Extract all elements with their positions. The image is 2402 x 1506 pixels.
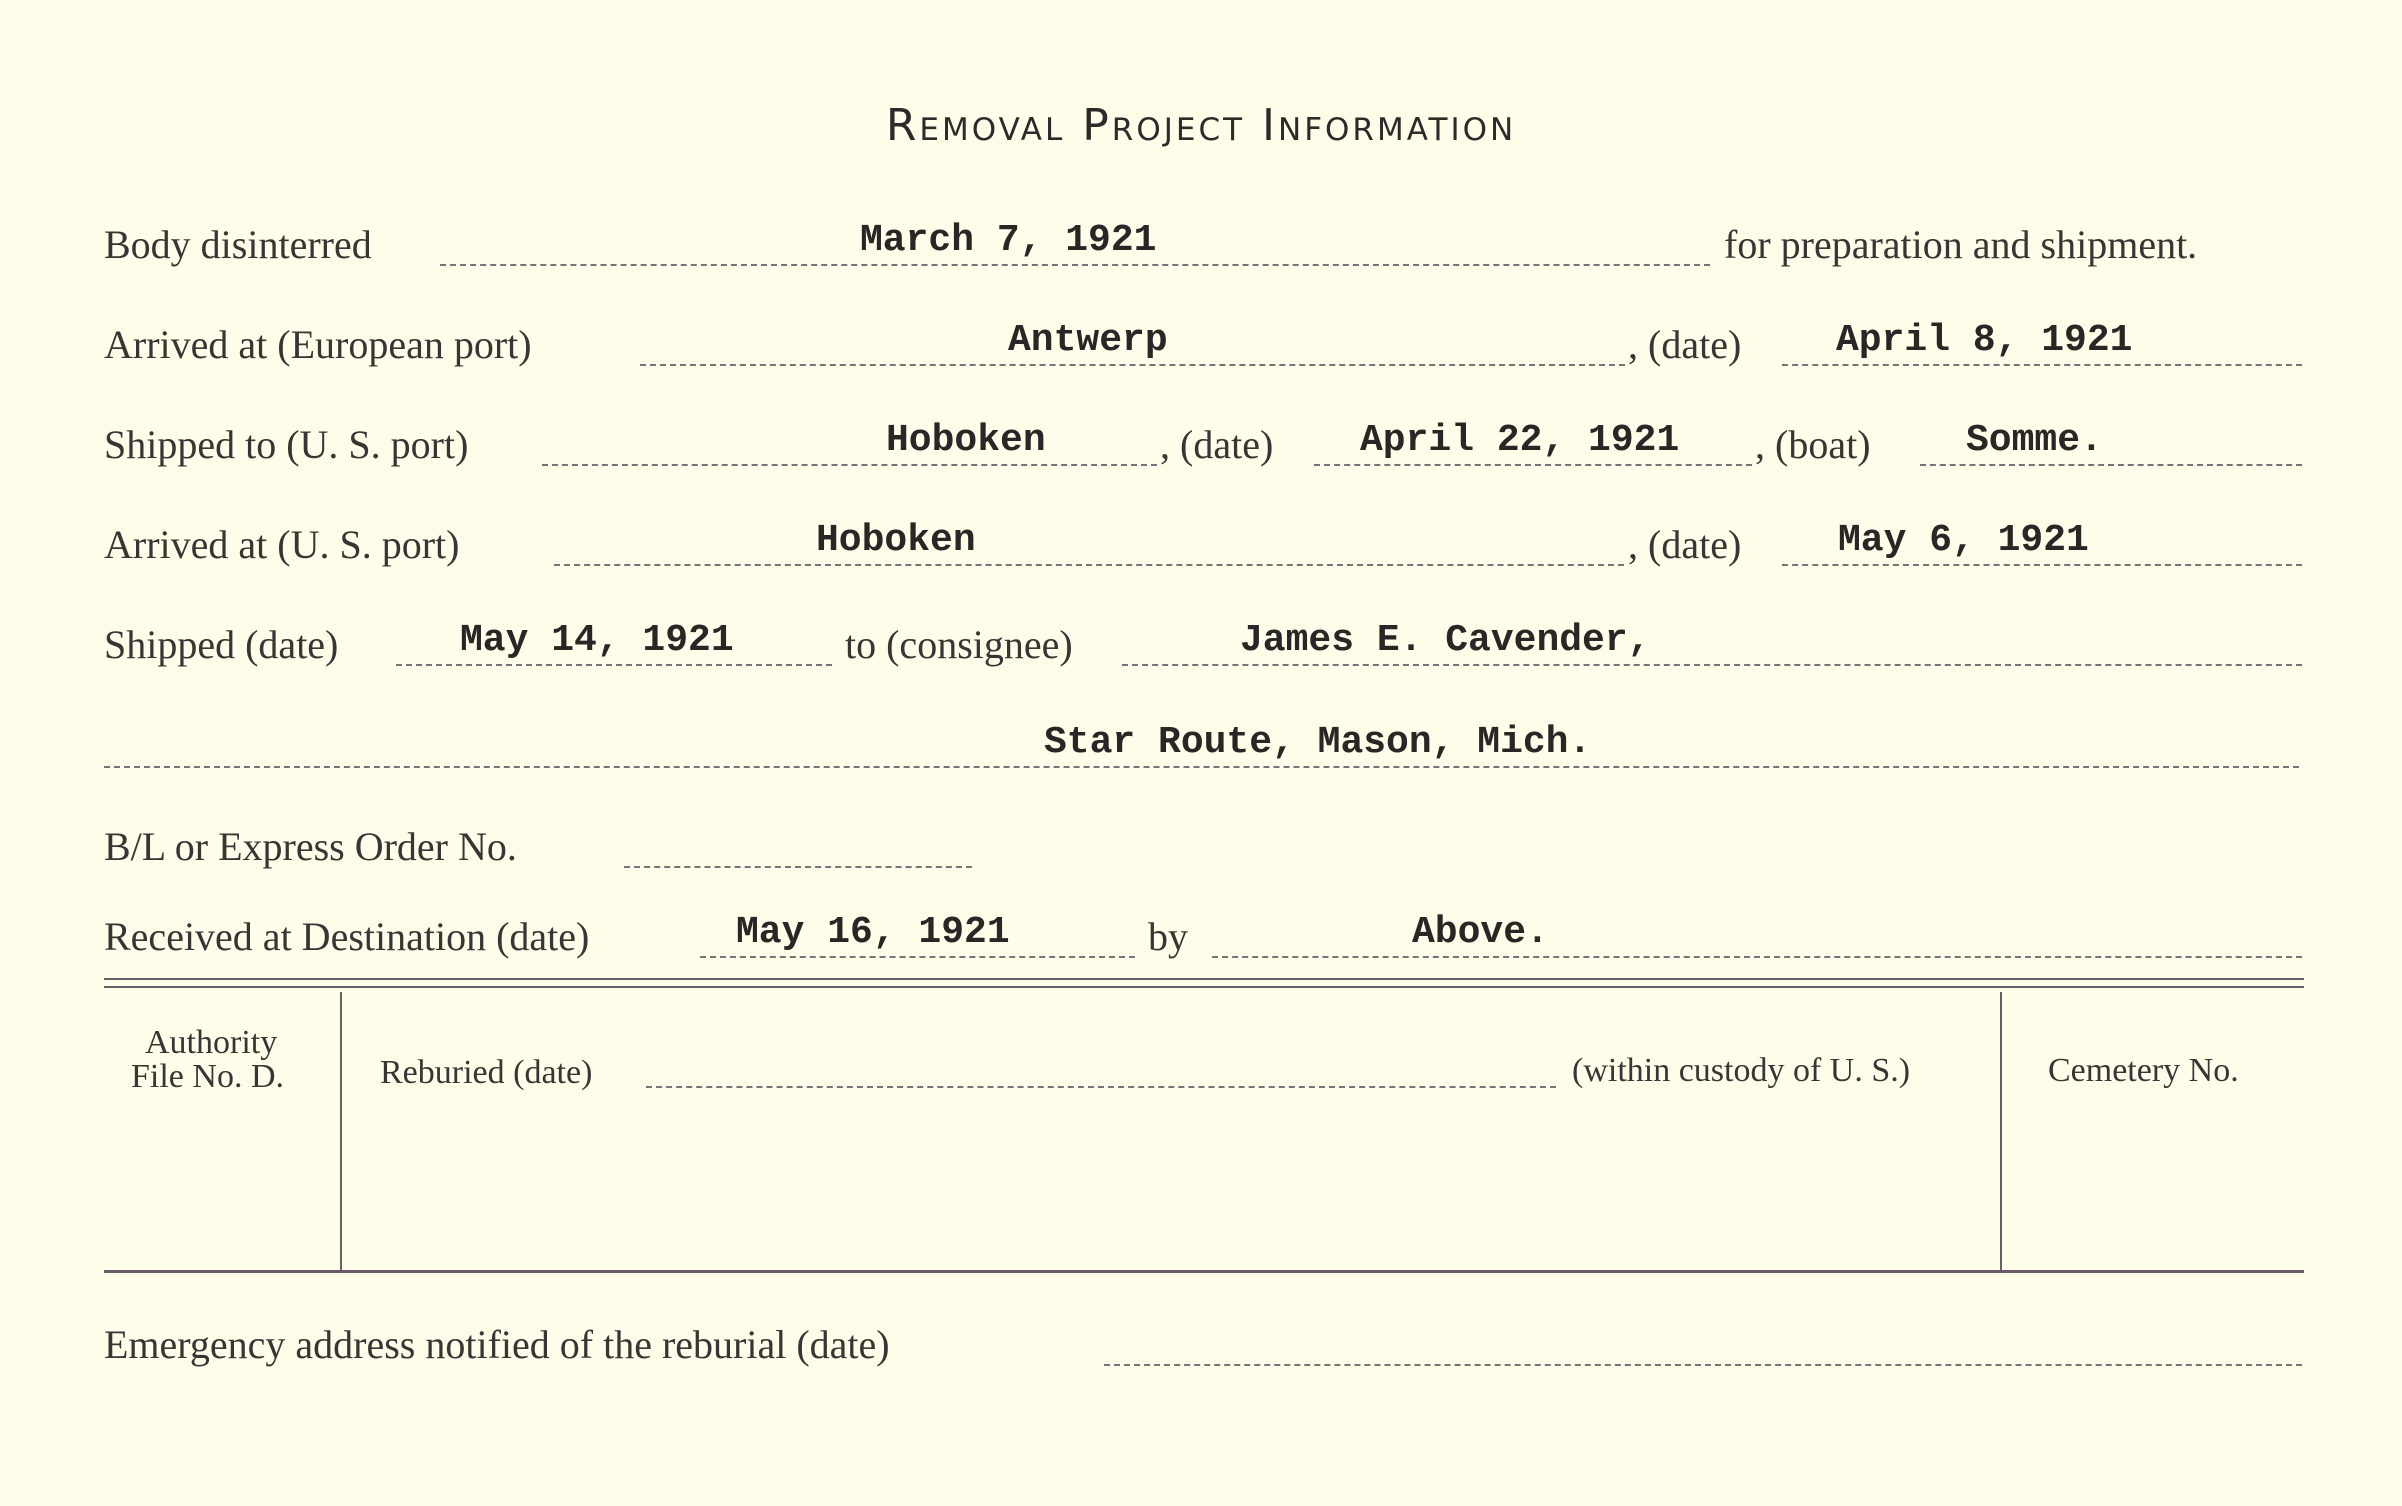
- file-no-label: File No. D.: [131, 1058, 284, 1095]
- table-top-rule-1: [104, 978, 2304, 980]
- consignee-value: James E. Cavender,: [1240, 619, 1651, 662]
- row-shipped-us: [0, 410, 2402, 480]
- received-label: Received at Destination (date): [104, 914, 590, 959]
- arrived-eu-date-label: , (date): [1628, 322, 1742, 367]
- arrived-eu-date-line[interactable]: [1782, 364, 2302, 366]
- shipped-label: Shipped (date): [104, 622, 339, 667]
- shipped-us-boat-label: , (boat): [1755, 422, 1871, 467]
- table-bottom-rule: [104, 1270, 2304, 1273]
- reburied-label: Reburied (date): [380, 1054, 593, 1091]
- arrived-eu-port-value: Antwerp: [1008, 319, 1168, 362]
- arrived-us-date-label: , (date): [1628, 522, 1742, 567]
- row-disinterred: [0, 210, 2402, 280]
- card-title: Removal Project Information: [885, 100, 1517, 151]
- shipped-us-port-line[interactable]: [542, 464, 1157, 466]
- disinterred-label: Body disinterred: [104, 222, 372, 267]
- shipped-us-boat-line[interactable]: [1920, 464, 2302, 466]
- shipped-us-date-label: , (date): [1160, 422, 1274, 467]
- row-shipped: [0, 610, 2402, 680]
- received-by-value: Above.: [1412, 911, 1549, 954]
- emergency-label: Emergency address notified of the reburial (date): [104, 1322, 890, 1367]
- disinterred-line[interactable]: [440, 264, 1710, 266]
- arrived-us-label: Arrived at (U. S. port): [104, 522, 460, 567]
- row-arrived-us: [0, 510, 2402, 580]
- received-date-value: May 16, 1921: [736, 911, 1010, 954]
- cemetery-no-label: Cemetery No.: [2048, 1052, 2239, 1089]
- arrived-eu-label: Arrived at (European port): [104, 322, 532, 367]
- reburied-line[interactable]: [646, 1086, 1556, 1088]
- authority-label: Authority: [145, 1024, 278, 1061]
- arrived-us-port-line[interactable]: [554, 564, 1624, 566]
- shipped-date-value: May 14, 1921: [460, 619, 734, 662]
- table-top-rule-2: [104, 986, 2304, 988]
- row-received: [0, 902, 2402, 972]
- received-date-line[interactable]: [700, 956, 1135, 958]
- bl-label: B/L or Express Order No.: [104, 824, 517, 869]
- shipped-us-date-line[interactable]: [1314, 464, 1752, 466]
- consignee-label: to (consignee): [845, 622, 1073, 667]
- row-arrived-european: [0, 310, 2402, 380]
- arrived-us-port-value: Hoboken: [816, 519, 976, 562]
- shipped-us-boat-value: Somme.: [1966, 419, 2103, 462]
- emergency-line[interactable]: [1104, 1364, 2302, 1366]
- shipped-us-label: Shipped to (U. S. port): [104, 422, 469, 467]
- bl-line[interactable]: [624, 866, 972, 868]
- disinterred-suffix: for preparation and shipment.: [1724, 222, 2198, 267]
- row-emergency: [0, 1310, 2402, 1380]
- row-address: [0, 712, 2402, 782]
- received-by-label: by: [1148, 914, 1188, 959]
- shipped-date-line[interactable]: [396, 664, 832, 666]
- custody-label: (within custody of U. S.): [1572, 1052, 1911, 1089]
- table-divider-left: [340, 992, 342, 1270]
- shipped-us-port-value: Hoboken: [886, 419, 1046, 462]
- consignee-line[interactable]: [1122, 664, 2302, 666]
- arrived-eu-date-value: April 8, 1921: [1836, 319, 2133, 362]
- received-by-line[interactable]: [1212, 956, 2302, 958]
- table-divider-right: [2000, 992, 2002, 1270]
- arrived-eu-port-line[interactable]: [640, 364, 1625, 366]
- address-line[interactable]: [104, 766, 2299, 768]
- disinterred-value: March 7, 1921: [860, 219, 1157, 262]
- row-bl: [0, 812, 2402, 882]
- address-value: Star Route, Mason, Mich.: [1044, 721, 1592, 764]
- arrived-us-date-value: May 6, 1921: [1838, 519, 2089, 562]
- shipped-us-date-value: April 22, 1921: [1360, 419, 1680, 462]
- arrived-us-date-line[interactable]: [1782, 564, 2302, 566]
